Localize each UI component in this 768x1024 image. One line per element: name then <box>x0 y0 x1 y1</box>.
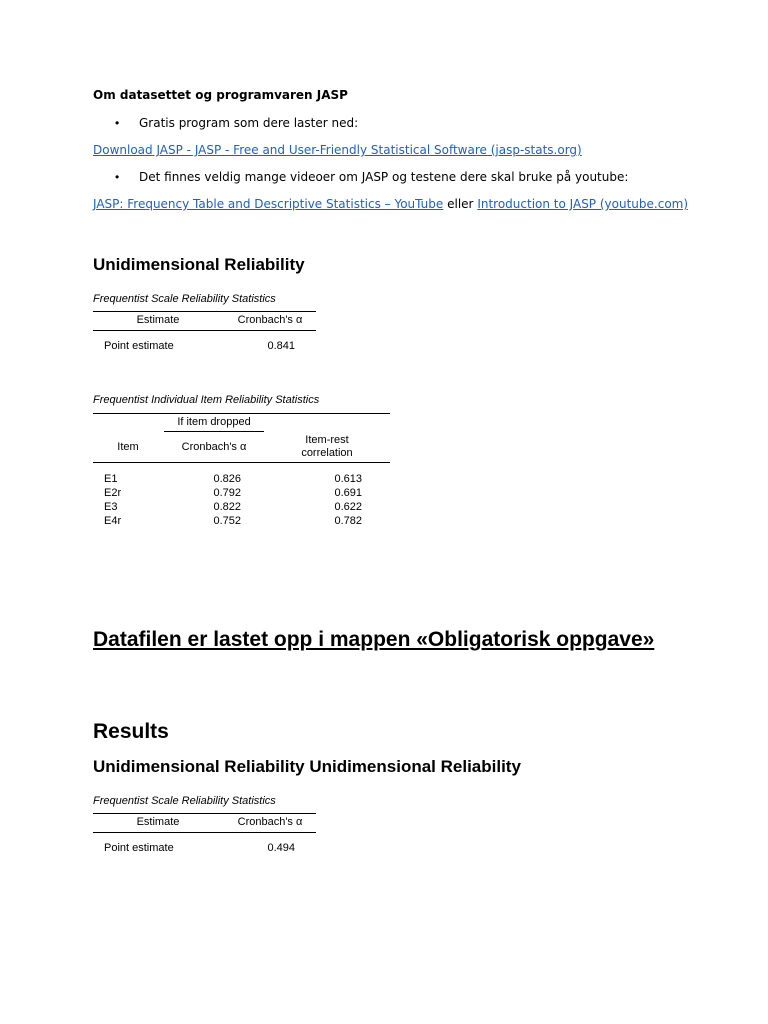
table-rule <box>93 832 316 833</box>
table-rule <box>93 462 390 463</box>
group-header-if-item-dropped: If item dropped <box>177 416 251 428</box>
alpha-cell: 0.792 <box>213 487 241 499</box>
alpha-cell: 0.822 <box>213 501 241 513</box>
bullet-text-download: Gratis program som dere laster ned: <box>139 116 359 130</box>
results-subtitle: Unidimensional Reliability Unidimensional Reliability <box>93 757 521 776</box>
row-label-point-estimate: Point estimate <box>104 340 174 352</box>
item-cell: E3 <box>104 501 118 513</box>
table-rule <box>93 813 316 814</box>
bullet-icon: • <box>115 116 120 130</box>
alpha-cell: 0.752 <box>213 515 241 527</box>
item-cell: E2r <box>104 487 122 499</box>
alpha-cell: 0.826 <box>213 473 241 485</box>
col-header-item: Item <box>117 441 139 453</box>
link-download-jasp[interactable]: Download JASP - JASP - Free and User-Friendly Statistical Software (jasp-stats.org) <box>93 143 582 157</box>
col-header-cronbach: Cronbach's α <box>237 816 303 828</box>
col-header-item-rest-2: correlation <box>301 447 353 459</box>
itemrest-cell: 0.691 <box>334 487 362 499</box>
itemrest-cell: 0.782 <box>334 515 362 527</box>
group-rule <box>164 431 264 432</box>
item-cell: E4r <box>104 515 122 527</box>
cell-cronbach-value: 0.841 <box>267 340 295 352</box>
col-header-cronbach: Cronbach's α <box>237 314 303 326</box>
results-title: Results <box>93 720 169 743</box>
datafile-notice: Datafilen er lastet opp i mappen «Obligatorisk oppgave» <box>93 628 655 651</box>
links-line <box>93 197 688 211</box>
col-header-item-rest-1: Item-rest <box>305 434 349 446</box>
table-rule <box>93 413 390 414</box>
bullet-icon: • <box>115 170 120 184</box>
table-rule <box>93 311 316 312</box>
intro-heading: Om datasettet og programvaren JASP <box>93 88 348 102</box>
item-cell: E1 <box>104 473 118 485</box>
cell-cronbach-value: 0.494 <box>267 842 295 854</box>
itemrest-cell: 0.613 <box>334 473 362 485</box>
col-header-estimate: Estimate <box>136 816 180 828</box>
col-header-estimate: Estimate <box>136 314 180 326</box>
item-table-caption: Frequentist Individual Item Reliability Statistics <box>93 394 320 406</box>
scale-table-caption: Frequentist Scale Reliability Statistics <box>93 795 276 807</box>
link-jasp-frequency-video[interactable]: JASP: Frequency Table and Descriptive Statistics – YouTube <box>93 197 444 211</box>
section-title-unidimensional: Unidimensional Reliability <box>93 255 305 274</box>
link-joiner: eller <box>447 197 474 211</box>
col-header-cronbach: Cronbach's α <box>181 441 247 453</box>
row-label-point-estimate: Point estimate <box>104 842 174 854</box>
bullet-text-videos: Det finnes veldig mange videoer om JASP og testene dere skal bruke på youtube: <box>139 170 629 184</box>
scale-table-caption: Frequentist Scale Reliability Statistics <box>93 293 276 305</box>
itemrest-cell: 0.622 <box>334 501 362 513</box>
link-intro-jasp-video[interactable]: Introduction to JASP (youtube.com) <box>477 197 689 211</box>
table-rule <box>93 330 316 331</box>
